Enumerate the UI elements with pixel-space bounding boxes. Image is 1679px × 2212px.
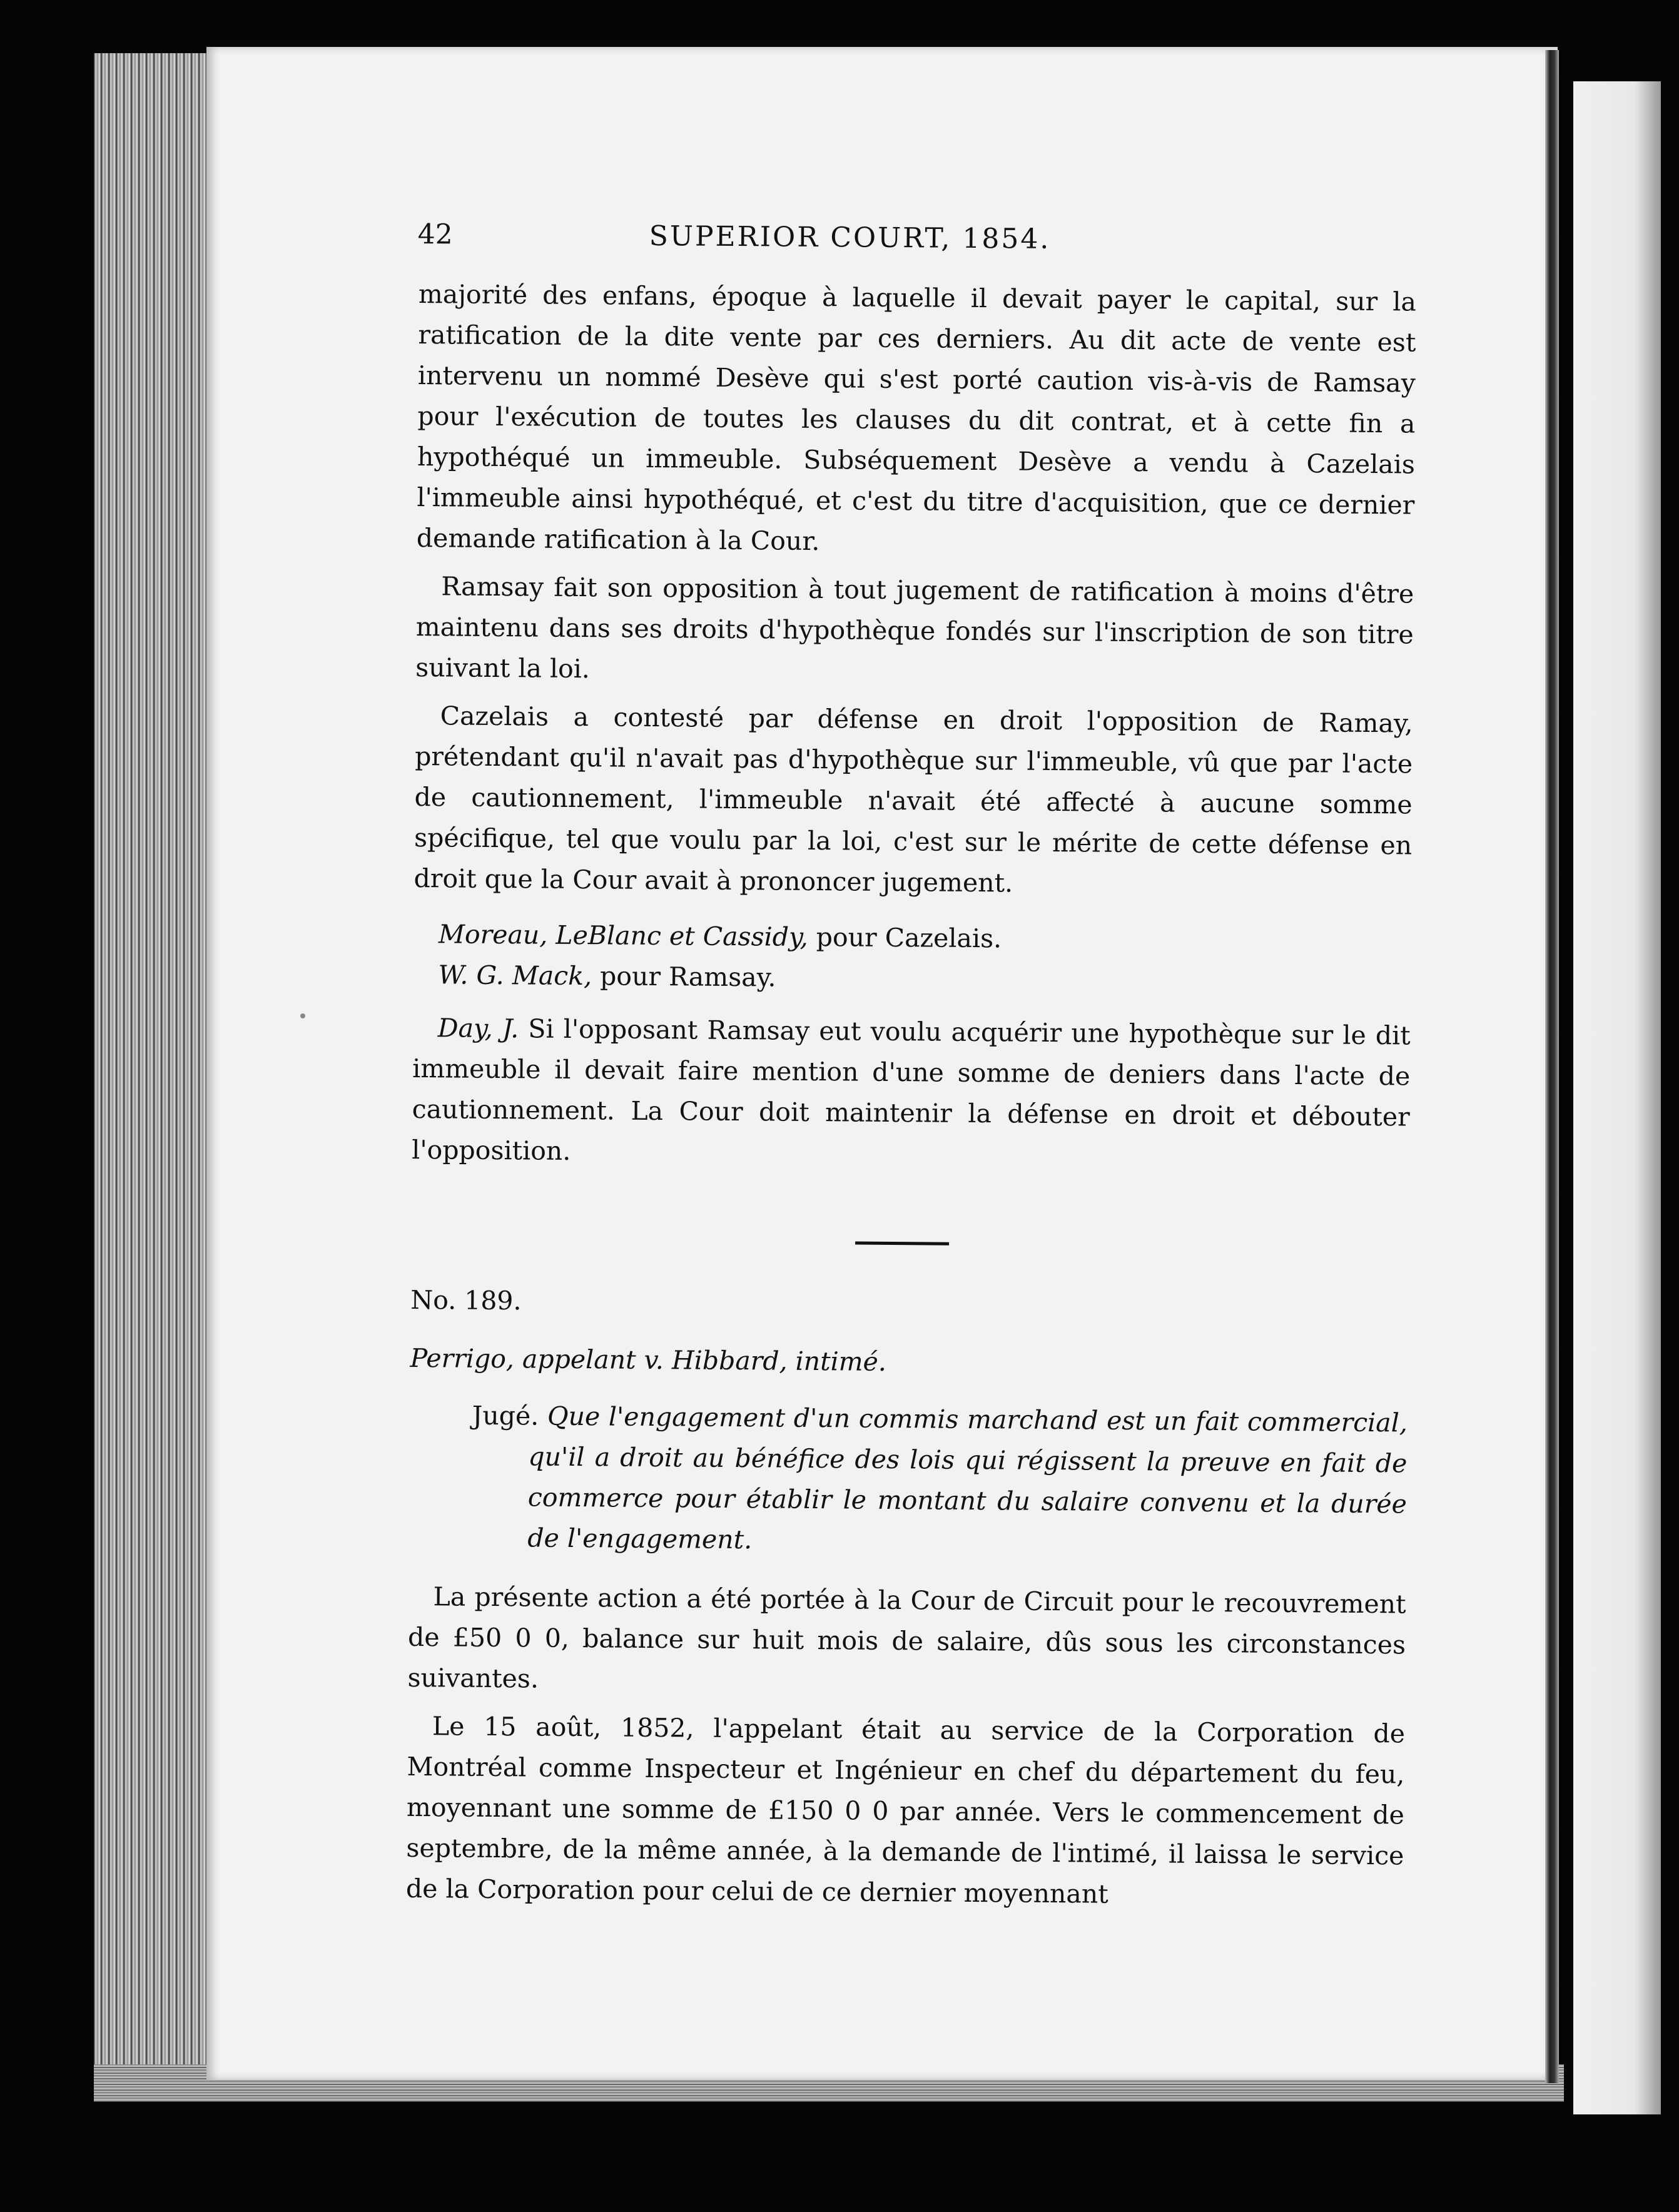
- facing-page-sliver: [1573, 81, 1661, 2114]
- case-parties: [410, 1338, 1408, 1387]
- case-holding: [408, 1395, 1408, 1566]
- judge-name: Day, J.: [437, 1013, 519, 1044]
- paragraph-1: majorité des enfans, époque à laquelle il devait payer le capital, sur la ratification de la dite vente par ces derniers. Au dit acte de vente est intervenu un nommé Desève qui s'est porté caution vis-à-vis de Ramsay pour l'exécution de toutes les clauses du dit contrat, et à cette fin a hypothéqué un immeuble. Subséquement Desève a vendu à Cazelais l'immeuble ainsi hypothéqué, et c'est du titre d'acquisition, que ce dernier demande ratification à la Cour.: [416, 278, 1417, 557]
- counsel-line-2: [413, 955, 1411, 1003]
- section-divider: [855, 1242, 949, 1246]
- paper-speck: [300, 1013, 305, 1018]
- counsel-role-2: pour Ramsay.: [591, 961, 776, 993]
- counsel-role-1: pour Cazelais.: [808, 921, 1002, 954]
- case-paragraph-2: Le 15 août, 1852, l'appelant était au service de la Corporation de Montréal comme Inspecteur et Ingénieur en chef du département du feu, moyennant une somme de £150 0 0 par année. Vers le commencement de septembre, de la même année, à la demande de l'intimé, il laissa le service de la Corporation pour celui de ce dernier moyennant: [405, 1711, 1406, 1909]
- page-gutter: [1545, 50, 1559, 2083]
- counsel-names-1: Moreau, LeBlanc et Cassidy,: [438, 919, 808, 952]
- running-header: [417, 213, 1156, 262]
- case-number: No. 189.: [410, 1284, 522, 1316]
- book-page-edges: [94, 53, 213, 2093]
- judgment-paragraph: [412, 1008, 1411, 1179]
- holding-label: Jugé.: [472, 1400, 539, 1431]
- paragraph-2: Ramsay fait son opposition à tout jugement de ratification à moins d'être maintenu dans ses droits d'hypothèque fondés sur l'inscription de son titre suivant la loi.: [415, 571, 1414, 684]
- case-paragraph-1: La présente action a été portée à la Cour de Circuit pour le recouvrement de £50 0 0, balance sur huit mois de salaire, dûs sous les circonstances suivantes.: [407, 1581, 1406, 1694]
- page-text-block: [406, 213, 1417, 1917]
- paragraph-3: Cazelais a contesté par défense en droit l'opposition de Ramay, prétendant qu'il n'avait pas d'hypothèque sur l'immeuble, vû que par l'acte de cautionnement, l'immeuble n'avait été affecté à aucune somme spécifique, tel que voulu par la loi, c'est sur le mérite de cette défense en droit que la Cour avait à prononcer jugement.: [413, 701, 1413, 898]
- holding-text: Que l'engagement d'un commis marchand est un fait commercial, qu'il a droit au bénéfice des lois qui régissent la preuve en fait de commerce pour établir le montant du salaire convenu et la durée de l'engagement.: [527, 1401, 1408, 1555]
- running-title: SUPERIOR COURT, 1854.: [649, 220, 1051, 255]
- counsel-names-2: W. G. Mack,: [438, 960, 592, 992]
- page-number: 42: [417, 218, 453, 251]
- judgment-text: Si l'opposant Ramsay eut voulu acquérir une hypothèque sur le dit immeuble il devait faire mention d'une somme de deniers dans l'acte de cautionnement. La Cour doit maintenir la défense en droit et débouter l'opposition.: [412, 1013, 1411, 1166]
- case-parties-text: Perrigo, appelant v. Hibbard, intimé.: [410, 1342, 887, 1377]
